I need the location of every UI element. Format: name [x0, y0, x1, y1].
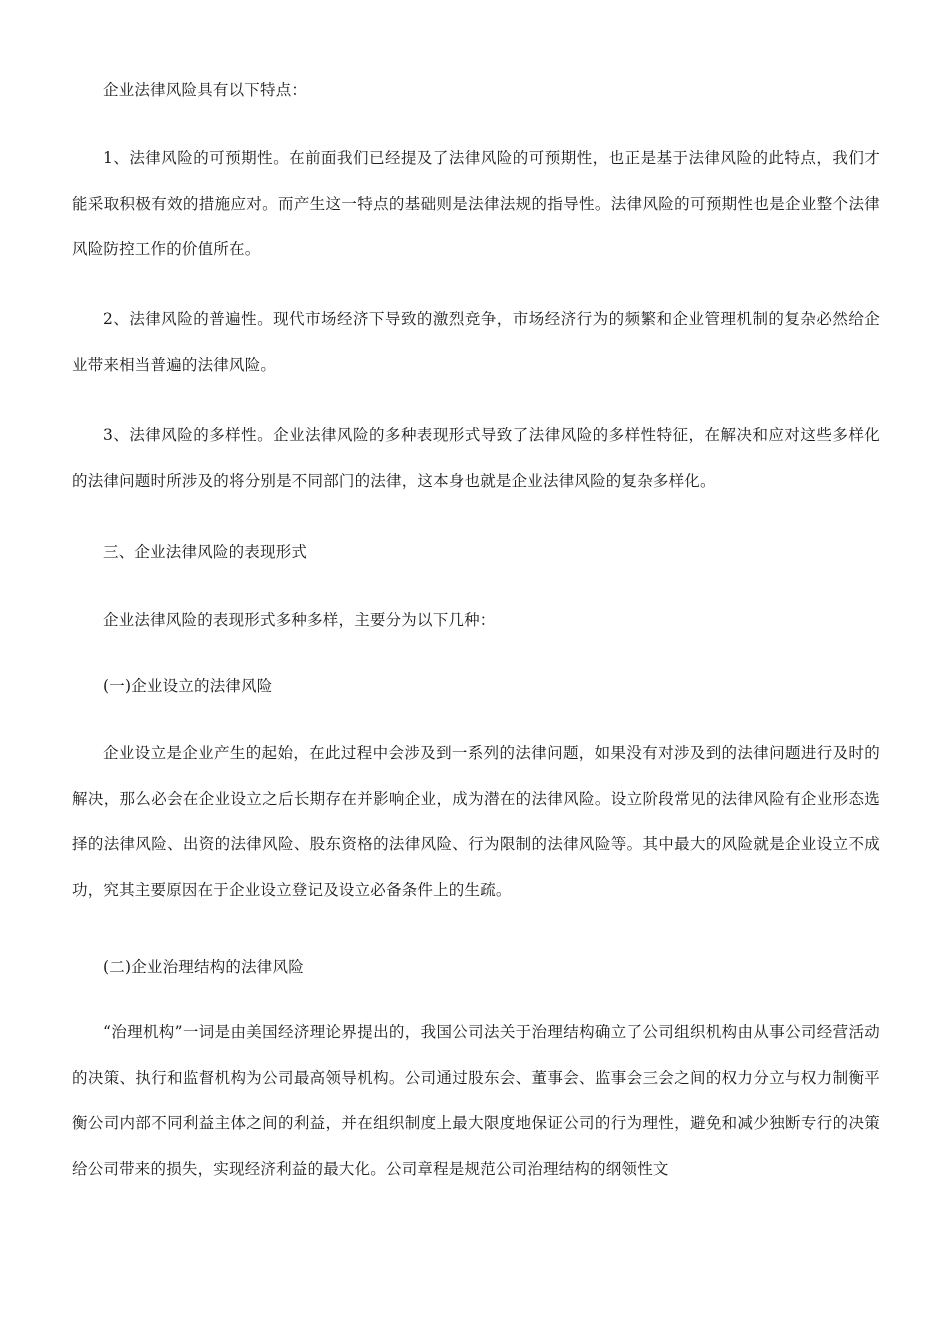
establishment-risk-paragraph: 企业设立是企业产生的起始，在此过程中会涉及到一系列的法律问题，如果没有对涉及到的法律问题进行及时的解决，那么必会在企业设立之后长期存在并影响企业，成为潜在的法律风险。设立阶段常见的法律风险有企业形态选择的法律风险、出资的法律风险、股东资格的法律风险、行为限制的法律风险等。其中最大的风险就是企业设立不成功，究其主要原因在于企业设立登记及设立必备条件上的生疏。: [72, 744, 880, 900]
feature-predictability-paragraph: 1、法律风险的可预期性。在前面我们已经提及了法律风险的可预期性，也正是基于法律风险的此特点，我们才能采取积极有效的措施应对。而产生这一特点的基础则是法律法规的指导性。法律风险的可预期性也是企业整个法律风险防控工作的价值所在。: [72, 149, 880, 259]
feature-diversity-paragraph: 3、法律风险的多样性。企业法律风险的多种表现形式导致了法律风险的多样性特征，在解决和应对这些多样化的法律问题时所涉及的将分别是不同部门的法律，这本身也就是企业法律风险的复杂多样化。: [72, 426, 880, 490]
intro-paragraph: 企业法律风险具有以下特点：: [103, 81, 308, 99]
feature-universality-paragraph: 2、法律风险的普遍性。现代市场经济下导致的激烈竞争，市场经济行为的频繁和企业管理机制的复杂必然给企业带来相当普遍的法律风险。: [72, 310, 880, 374]
subsection-two-heading: (二)企业治理结构的法律风险: [103, 958, 304, 976]
subsection-one-heading: (一)企业设立的法律风险: [103, 677, 273, 695]
section-three-heading: 三、企业法律风险的表现形式: [103, 543, 308, 561]
governance-risk-paragraph: “治理机构”一词是由美国经济理论界提出的，我国公司法关于治理结构确立了公司组织机构由从事公司经营活动的决策、执行和监督机构为公司最高领导机构。公司通过股东会、董事会、监事会三会之间的权力分立与权力制衡平衡公司内部不同利益主体之间的利益，并在组织制度上最大限度地保证公司的行为理性，避免和减少独断专行的决策给公司带来的损失，实现经济利益的最大化。公司章程是规范公司治理结构的纲领性文: [72, 1023, 880, 1179]
forms-intro-paragraph: 企业法律风险的表现形式多种多样，主要分为以下几种：: [103, 611, 496, 629]
